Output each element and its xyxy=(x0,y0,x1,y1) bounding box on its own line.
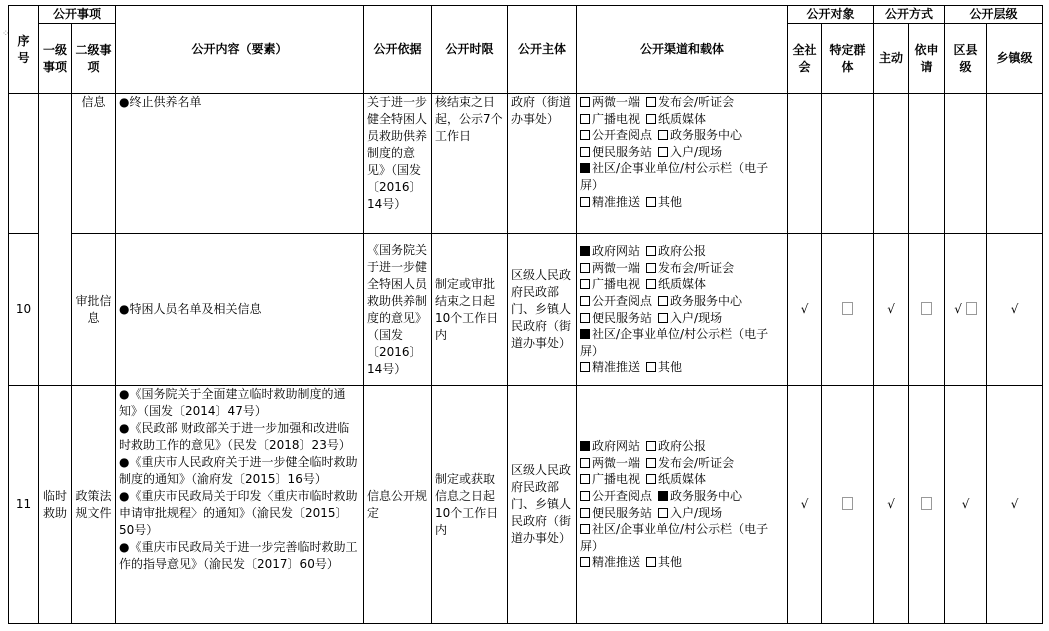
channel-line xyxy=(580,276,784,293)
channel-line xyxy=(580,505,784,522)
cell-town xyxy=(987,386,1043,624)
header-seq: 序号 xyxy=(9,6,39,94)
header-method-request: 依申请 xyxy=(909,24,945,94)
channel-line xyxy=(580,326,784,359)
content-item: ●《民政部 财政部关于进一步加强和改进临时救助工作的意见》（民发〔2018〕23号） xyxy=(119,421,351,452)
checkmark-icon: √ xyxy=(800,497,809,511)
cell-county xyxy=(945,386,987,624)
channel-label: 便民服务站 xyxy=(592,310,653,325)
channel-label: 纸质媒体 xyxy=(658,277,707,292)
table-row xyxy=(9,94,1043,234)
cell-all xyxy=(788,234,822,386)
checkmark-icon: √ xyxy=(1010,497,1019,511)
cell-county xyxy=(945,94,987,234)
cell-content xyxy=(116,386,364,624)
channel-line xyxy=(580,438,784,455)
channel-line xyxy=(580,260,784,277)
unchecked-box-icon[interactable] xyxy=(658,130,668,140)
unchecked-box-icon[interactable] xyxy=(580,263,590,273)
checked-box-icon[interactable] xyxy=(580,441,590,451)
content-item: ●《重庆市民政局关于印发〈重庆市临时救助申请审批规程〉的通知》（渝民发〔2015〕50号） xyxy=(119,489,358,537)
cell-seq xyxy=(9,94,39,234)
header-method-active: 主动 xyxy=(874,24,909,94)
cell-specific xyxy=(822,94,874,234)
channel-line xyxy=(580,488,784,505)
header-basis: 公开依据 xyxy=(364,6,432,94)
channel-label: 入户/现场 xyxy=(670,505,723,520)
checkmark-icon: √ xyxy=(800,302,809,316)
unchecked-box-icon[interactable] xyxy=(580,508,590,518)
channel-label: 精准推送 xyxy=(592,360,641,375)
channel-label: 纸质媒体 xyxy=(658,111,707,126)
cell-deadline: 核结束之日起，公示7个工作日 xyxy=(432,94,508,234)
header-target-all: 全社会 xyxy=(788,24,822,94)
channel-line xyxy=(580,554,784,571)
unchecked-box-icon[interactable] xyxy=(658,313,668,323)
unchecked-box-icon[interactable] xyxy=(580,313,590,323)
cell-level1 xyxy=(39,94,72,386)
unchecked-box-icon[interactable] xyxy=(646,279,656,289)
channel-line xyxy=(580,310,784,327)
cell-basis: 关于进一步健全特困人员救助供养制度的意见》（国发〔2016〕14号） xyxy=(364,94,432,234)
cell-county xyxy=(945,234,987,386)
cell-content xyxy=(116,234,364,386)
empty-box-icon[interactable] xyxy=(921,497,932,510)
header-gongkai-shixiang: 公开事项 xyxy=(39,6,116,24)
header-level: 公开层级 xyxy=(945,6,1043,24)
disclosure-table xyxy=(8,5,1043,624)
cell-subject: 区级人民政府民政部门、乡镇人民政府（街道办事处） xyxy=(508,234,577,386)
cell-all xyxy=(788,386,822,624)
channel-label: 公开查阅点 xyxy=(592,128,653,143)
header-level2: 二级事项 xyxy=(72,24,116,94)
unchecked-box-icon[interactable] xyxy=(580,491,590,501)
channel-label: 广播电视 xyxy=(592,277,641,292)
cell-basis: 《国务院关于进一步健全特困人员救助供养制度的意见》（国发〔2016〕14号） xyxy=(364,234,432,386)
channel-label: 纸质媒体 xyxy=(658,472,707,487)
unchecked-box-icon[interactable] xyxy=(580,130,590,140)
table-move-handle-icon[interactable]: ⁘ xyxy=(2,29,10,39)
unchecked-box-icon[interactable] xyxy=(646,97,656,107)
cell-specific xyxy=(822,234,874,386)
channel-label: 便民服务站 xyxy=(592,505,653,520)
content-item: ●《重庆市民政局关于进一步完善临时救助工作的指导意见》（渝民发〔2017〕60号） xyxy=(119,540,358,571)
unchecked-box-icon[interactable] xyxy=(580,197,590,207)
checked-box-icon[interactable] xyxy=(580,163,590,173)
unchecked-box-icon[interactable] xyxy=(646,441,656,451)
channel-line xyxy=(580,160,784,193)
unchecked-box-icon[interactable] xyxy=(580,524,590,534)
cell-town xyxy=(987,94,1043,234)
channel-label: 政府网站 xyxy=(592,244,641,259)
cell-level2: 审批信息 xyxy=(72,234,116,386)
cell-subject: 政府（街道办事处） xyxy=(508,94,577,234)
checkmark-icon: √ xyxy=(961,497,970,511)
header-content: 公开内容（要素） xyxy=(116,6,364,94)
content-item: ●《重庆市人民政府关于进一步健全临时救助制度的通知》（渝府发〔2015〕16号） xyxy=(119,455,358,486)
channel-label: 两微一端 xyxy=(592,455,641,470)
cell-seq: 11 xyxy=(9,386,39,624)
unchecked-box-icon[interactable] xyxy=(580,114,590,124)
cell-basis: 信息公开规定 xyxy=(364,386,432,624)
cell-channels xyxy=(577,234,788,386)
channel-line xyxy=(580,194,784,211)
channel-label: 社区/企事业单位/村公示栏（电子屏） xyxy=(580,161,769,192)
channel-label: 政府公报 xyxy=(658,244,707,259)
channel-label: 政务服务中心 xyxy=(670,293,743,308)
checked-box-icon[interactable] xyxy=(580,329,590,339)
unchecked-box-icon[interactable] xyxy=(580,97,590,107)
unchecked-box-icon[interactable] xyxy=(580,362,590,372)
channel-label: 入户/现场 xyxy=(670,144,723,159)
channel-label: 其他 xyxy=(658,360,683,375)
channel-label: 两微一端 xyxy=(592,260,641,275)
channel-label: 广播电视 xyxy=(592,111,641,126)
cell-active xyxy=(874,386,909,624)
table-row xyxy=(9,234,1043,386)
unchecked-box-icon[interactable] xyxy=(658,508,668,518)
channel-label: 政务服务中心 xyxy=(670,488,743,503)
header-deadline: 公开时限 xyxy=(432,6,508,94)
channel-label: 公开查阅点 xyxy=(592,488,653,503)
cell-specific xyxy=(822,386,874,624)
header-method: 公开方式 xyxy=(874,6,945,24)
cell-content xyxy=(116,94,364,234)
channel-line xyxy=(580,144,784,161)
content-item: ●《国务院关于全面建立临时救助制度的通知》（国发〔2014〕47号） xyxy=(119,387,346,418)
unchecked-box-icon[interactable] xyxy=(658,147,668,157)
empty-box-icon[interactable] xyxy=(842,302,853,315)
cell-deadline: 制定或审批结束之日起10个工作日内 xyxy=(432,234,508,386)
channel-label: 广播电视 xyxy=(592,472,641,487)
checkmark-icon: √ xyxy=(954,302,962,316)
checked-box-icon[interactable] xyxy=(658,491,668,501)
channel-label: 其他 xyxy=(658,194,683,209)
channel-line xyxy=(580,359,784,376)
cell-active xyxy=(874,234,909,386)
unchecked-box-icon[interactable] xyxy=(646,197,656,207)
channel-label: 精准推送 xyxy=(592,555,641,570)
checked-box-icon[interactable] xyxy=(580,246,590,256)
cell-channels xyxy=(577,386,788,624)
channel-label: 发布会/听证会 xyxy=(658,95,735,109)
channel-line xyxy=(580,243,784,260)
checkmark-icon: √ xyxy=(887,302,895,316)
header-target-specific: 特定群体 xyxy=(822,24,874,94)
unchecked-box-icon[interactable] xyxy=(580,296,590,306)
channel-line xyxy=(580,127,784,144)
unchecked-box-icon[interactable] xyxy=(646,474,656,484)
cell-request xyxy=(909,94,945,234)
channel-label: 发布会/听证会 xyxy=(658,260,735,275)
empty-box-icon[interactable] xyxy=(842,497,853,510)
header-target: 公开对象 xyxy=(788,6,874,24)
unchecked-box-icon[interactable] xyxy=(580,557,590,567)
channel-line xyxy=(580,293,784,310)
unchecked-box-icon[interactable] xyxy=(646,246,656,256)
unchecked-box-icon[interactable] xyxy=(658,296,668,306)
header-level-town: 乡镇级 xyxy=(987,24,1043,94)
channel-label: 政府公报 xyxy=(658,439,707,454)
empty-box-icon[interactable] xyxy=(921,302,932,315)
channel-label: 发布会/听证会 xyxy=(658,455,735,470)
cell-level2: 政策法规文件 xyxy=(72,386,116,624)
cell-channels xyxy=(577,94,788,234)
cell-request xyxy=(909,386,945,624)
cell-all xyxy=(788,94,822,234)
unchecked-box-icon[interactable] xyxy=(580,458,590,468)
unchecked-box-icon[interactable] xyxy=(646,557,656,567)
empty-box-icon[interactable] xyxy=(966,302,977,315)
header-subject: 公开主体 xyxy=(508,6,577,94)
cell-level1: 临时救助 xyxy=(39,386,72,624)
header-level-county: 区县级 xyxy=(945,24,987,94)
table-row xyxy=(9,386,1043,624)
channel-label: 公开查阅点 xyxy=(592,293,653,308)
cell-deadline: 制定或获取信息之日起10个工作日内 xyxy=(432,386,508,624)
channel-label: 社区/企事业单位/村公示栏（电子屏） xyxy=(580,327,769,358)
unchecked-box-icon[interactable] xyxy=(580,147,590,157)
cell-subject: 区级人民政府民政部门、乡镇人民政府（街道办事处） xyxy=(508,386,577,624)
channel-line xyxy=(580,111,784,128)
header-level1: 一级事项 xyxy=(39,24,72,94)
channel-line xyxy=(580,455,784,472)
checkmark-icon: √ xyxy=(887,497,895,511)
unchecked-box-icon[interactable] xyxy=(646,114,656,124)
cell-level2: 信息 xyxy=(72,94,116,234)
channel-label: 政府网站 xyxy=(592,439,641,454)
channel-label: 入户/现场 xyxy=(670,310,723,325)
content-item: ●终止供养名单 xyxy=(119,95,202,109)
channel-line xyxy=(580,521,784,554)
unchecked-box-icon[interactable] xyxy=(646,263,656,273)
channel-label: 社区/企事业单位/村公示栏（电子屏） xyxy=(580,522,769,553)
channel-label: 两微一端 xyxy=(592,95,641,109)
unchecked-box-icon[interactable] xyxy=(580,279,590,289)
cell-seq: 10 xyxy=(9,234,39,386)
channel-line xyxy=(580,471,784,488)
header-channels: 公开渠道和载体 xyxy=(577,6,788,94)
unchecked-box-icon[interactable] xyxy=(580,474,590,484)
channel-label: 其他 xyxy=(658,555,683,570)
unchecked-box-icon[interactable] xyxy=(646,362,656,372)
channel-label: 便民服务站 xyxy=(592,144,653,159)
unchecked-box-icon[interactable] xyxy=(646,458,656,468)
channel-label: 精准推送 xyxy=(592,194,641,209)
checkmark-icon: √ xyxy=(1010,302,1019,316)
cell-request xyxy=(909,234,945,386)
cell-town xyxy=(987,234,1043,386)
channel-label: 政务服务中心 xyxy=(670,128,743,143)
cell-active xyxy=(874,94,909,234)
content-item: ●特困人员名单及相关信息 xyxy=(119,302,262,316)
channel-line xyxy=(580,94,784,111)
